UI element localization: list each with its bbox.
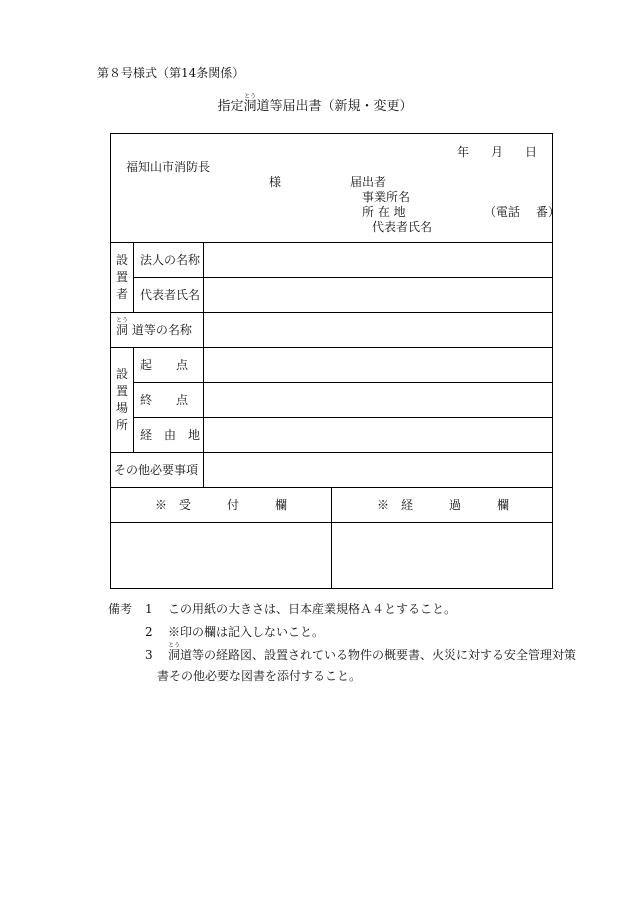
note-continuation: 書その他必要な図書を添付すること。 (157, 669, 362, 683)
title-suffix: 道等届出書（新規・変更） (256, 99, 413, 114)
note-ruby-char: 洞 (168, 648, 181, 662)
title-ruby-char: 洞 (243, 99, 257, 114)
note-number: 1 (145, 602, 153, 616)
note-number: 3 (145, 648, 153, 662)
progress-label: ※ 経 過 欄 (377, 498, 510, 512)
note-ruby-base (167, 642, 181, 662)
via-label: 経 由 地 (140, 428, 201, 442)
note-text (167, 642, 577, 662)
form-table (110, 133, 560, 589)
note-number: 2 (145, 625, 153, 639)
rep-name-label: 代表者氏名 (140, 288, 201, 302)
row-divider (133, 382, 552, 383)
location-label: 所 在 地 (362, 205, 406, 219)
other-label: その他必要事項 (114, 463, 199, 477)
row-divider (111, 452, 552, 453)
row-divider (133, 417, 552, 418)
installer-group-label: 設置者 (115, 253, 128, 301)
phone-label: （電話 番） (484, 205, 560, 219)
column-divider (331, 487, 332, 589)
row-divider (111, 347, 552, 348)
note-text: この用紙の大きさは、日本産業規格Ａ４とすること。 (168, 602, 457, 616)
title-prefix: 指定 (217, 99, 244, 114)
tunnel-ruby-char: 洞 (116, 323, 129, 337)
tunnel-ruby-reading: とう (115, 317, 129, 324)
form-number: 第８号様式（第14条関係） (97, 66, 245, 80)
location-group-label: 設置場所 (115, 367, 128, 432)
title-ruby-reading: とう (243, 93, 256, 100)
year-label: 年 (457, 145, 470, 159)
note-ruby-reading: とう (167, 642, 181, 649)
tunnel-ruby-base (115, 317, 129, 337)
corp-name-label: 法人の名称 (140, 253, 201, 267)
title-ruby-base (243, 93, 257, 114)
month-label: 月 (491, 145, 504, 159)
row-divider (133, 277, 552, 278)
row-divider (111, 312, 552, 313)
honorific: 様 (269, 175, 282, 189)
note-text: ※印の欄は記入しないこと。 (168, 625, 325, 639)
document-title (0, 93, 630, 114)
column-divider (203, 242, 204, 487)
end-point-label: 終 点 (140, 393, 189, 407)
applicant-label: 届出者 (350, 175, 387, 189)
office-name-label: 事業所名 (362, 190, 411, 204)
note-text-body: 道等の経路図、設置されている物件の概要書、火災に対する安全管理対策 (180, 648, 577, 662)
notes-heading: 備考 (108, 602, 133, 616)
tunnel-name-label (115, 317, 192, 337)
column-divider (133, 242, 134, 312)
start-point-label: 起 点 (140, 358, 189, 372)
addressee: 福知山市消防長 (126, 160, 211, 174)
row-divider (111, 242, 552, 243)
column-divider (133, 347, 134, 452)
representative-label: 代表者氏名 (372, 220, 433, 234)
tunnel-name-suffix: 道等の名称 (131, 323, 192, 337)
reception-label: ※ 受 付 欄 (155, 498, 288, 512)
day-label: 日 (525, 145, 538, 159)
